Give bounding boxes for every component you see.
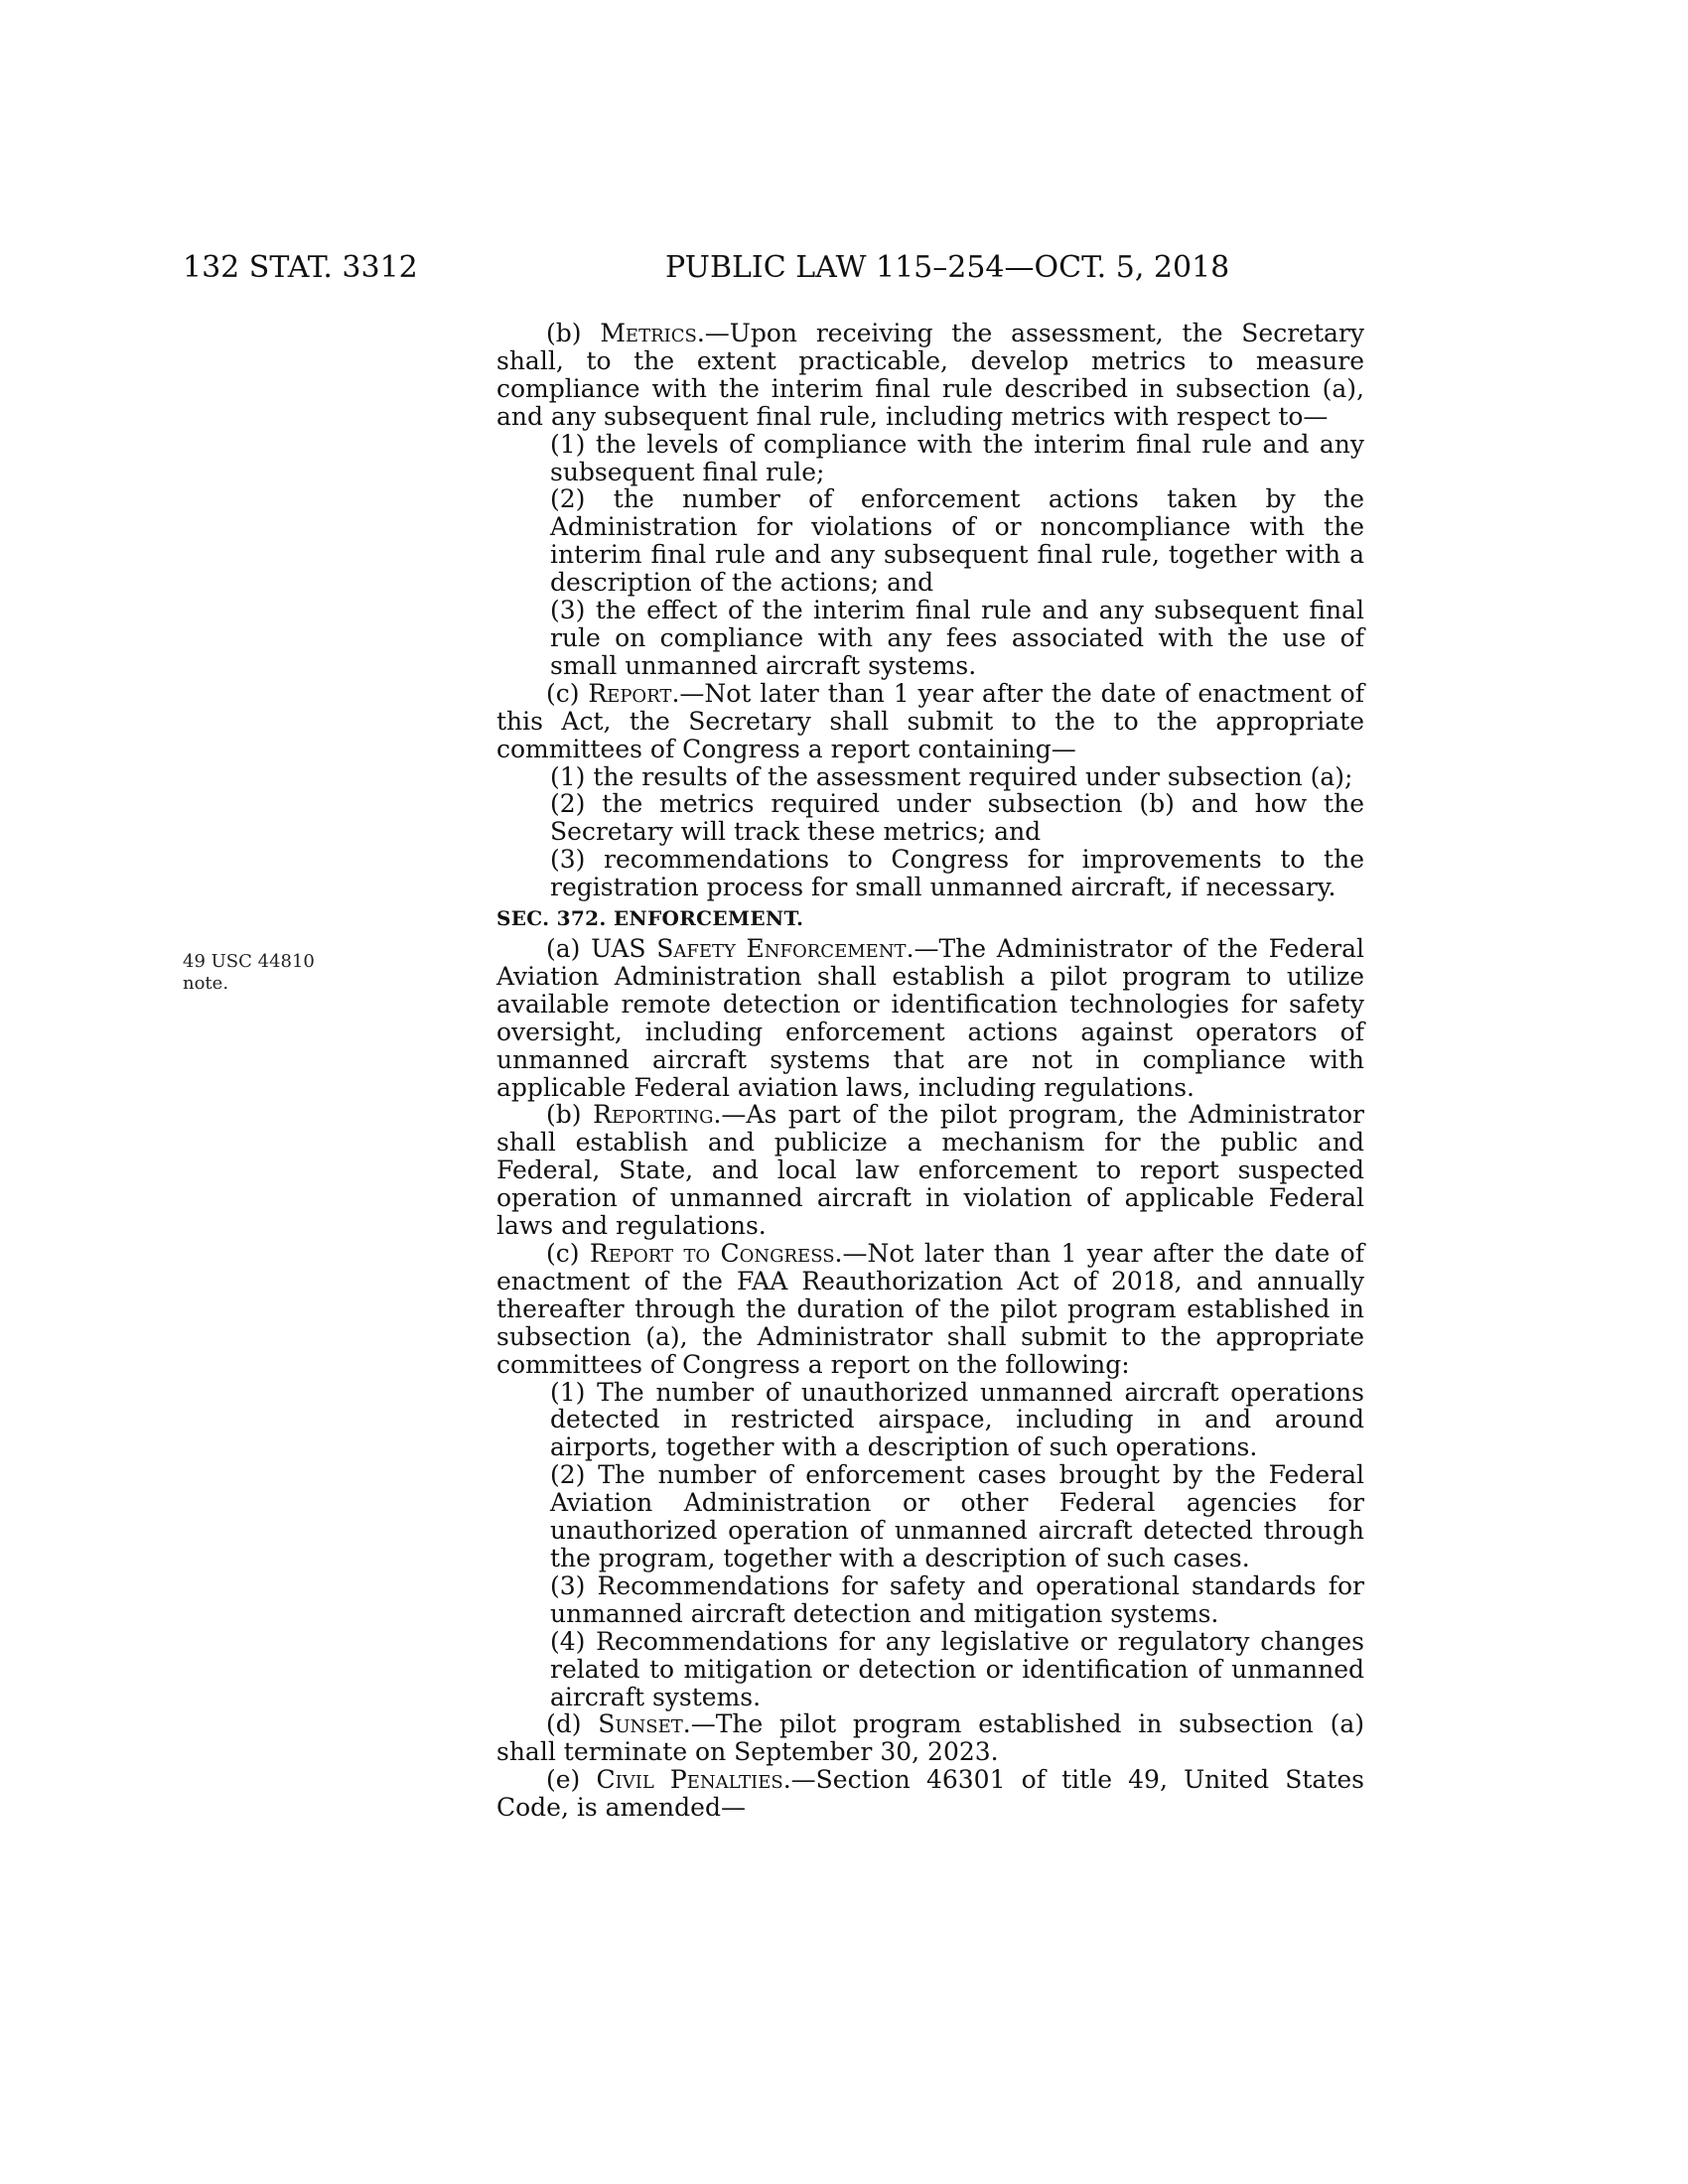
subsection-heading: Reporting (593, 1100, 714, 1130)
subsection-text: .—Section 46301 of title 49, United States Code, is amended— (496, 1765, 1364, 1823)
subsection-e-civil-penalties (496, 1766, 1364, 1822)
subsection-b-metrics (496, 320, 1364, 431)
subsection-label: (c) (546, 678, 589, 708)
statute-page-number: 132 STAT. 3312 (183, 250, 418, 285)
subsection-label: (e) (546, 1765, 597, 1795)
paragraph-item: (2) the metrics required under subsection (b) and how the Secretary will track these metrics; and (550, 789, 1364, 847)
paragraph-item: (2) The number of enforcement cases brought by the Federal Aviation Administration or other Federal agencies for unauthorized operation of unmanned aircraft detected through the program, together with a description of such cases. (550, 1460, 1364, 1572)
paragraph-item: (3) Recommendations for safety and operational standards for unmanned aircraft detection and mitigation systems. (550, 1570, 1364, 1628)
subsection-label: (d) (546, 1709, 599, 1739)
subsection-a-uas-safety-enforcement (496, 935, 1364, 1101)
paragraph-item: (3) the effect of the interim final rule and any subsequent final rule on compliance with any fees associated with the use of small unmanned aircraft systems. (550, 596, 1364, 680)
subsection-text: .—As part of the pilot program, the Administrator shall establish and publicize a mechanism for the public and Federal, State, and local law enforcement to report suspected operation of unmanned aircraft in violation of applicable Federal laws and regulations. (496, 1100, 1364, 1241)
subsection-heading: Report (588, 678, 672, 708)
subsection-label: (a) (546, 934, 592, 964)
paragraph-item: (3) recommendations to Congress for improvements to the registration process for small unmanned aircraft, if necessary. (550, 845, 1364, 902)
subsection-label: (c) (546, 1239, 590, 1268)
body-text (496, 320, 1364, 1822)
subsection-b-reporting (496, 1101, 1364, 1240)
margin-note-citation: 49 USC 44810 (183, 951, 315, 972)
subsection-heading: Sunset (598, 1709, 683, 1739)
margin-note (183, 951, 322, 995)
subsection-heading: UAS Safety Enforcement (591, 934, 907, 964)
paragraph-item: (4) Recommendations for any legislative or regulatory changes related to mitigation or detection or identification of unmanned aircraft systems. (550, 1626, 1364, 1711)
subsection-label: (b) (546, 319, 601, 347)
subsection-text: .—Not later than 1 year after the date of enactment of this Act, the Secretary shall submit to the to the appropriate committees of Congress a report containing— (496, 678, 1364, 763)
subsection-text: .—Not later than 1 year after the date of enactment of the FAA Reauthorization Act of 2018, and annually thereafter through the duration of the pilot program established in subsection (a), the Administrator shall submit to the appropriate committees of Congress a report on the following: (496, 1239, 1364, 1379)
subsection-heading: Report to Congress (589, 1239, 835, 1268)
paragraph-item: (1) the levels of compliance with the interim final rule and any subsequent final rule; (550, 429, 1364, 486)
subsection-d-sunset (496, 1710, 1364, 1766)
section-heading: SEC. 372. ENFORCEMENT. (496, 906, 804, 931)
subsection-heading: Civil Penalties (596, 1765, 783, 1795)
subsection-text: .—The pilot program established in subsection (a) shall terminate on September 30, 2023. (496, 1709, 1364, 1767)
paragraph-item: (2) the number of enforcement actions taken by the Administration for violations of or noncompliance with the interim final rule and any subsequent final rule, together with a description of the actions; and (550, 484, 1364, 598)
subsection-label: (b) (546, 1100, 594, 1130)
paragraph-item: (1) The number of unauthorized unmanned aircraft operations detected in restricted airspace, including in and around airports, together with a description of such operations. (550, 1377, 1364, 1462)
subsection-text: .—The Administrator of the Federal Aviation Administration shall establish a pilot program to utilize available remote detection or identification technologies for safety oversight, including enforcement actions against operators of unmanned aircraft systems that are not in compliance with applicable Federal aviation laws, including regulations. (496, 934, 1365, 1102)
public-law-title: PUBLIC LAW 115–254—OCT. 5, 2018 (665, 250, 1230, 285)
page-header (183, 248, 1374, 288)
subsection-c-report-to-congress (496, 1240, 1364, 1379)
margin-note-suffix: note. (183, 973, 229, 994)
subsection-c-report (496, 680, 1364, 763)
subsection-heading: Metrics (600, 319, 697, 347)
paragraph-item: (1) the results of the assessment required under subsection (a); (550, 761, 1353, 791)
subsection-text: .—Upon receiving the assessment, the Secretary shall, to the extent practicable, develop metrics to measure compliance with the interim final rule described in subsection (a), and any subsequent final rule, including metrics with respect to— (496, 319, 1364, 431)
